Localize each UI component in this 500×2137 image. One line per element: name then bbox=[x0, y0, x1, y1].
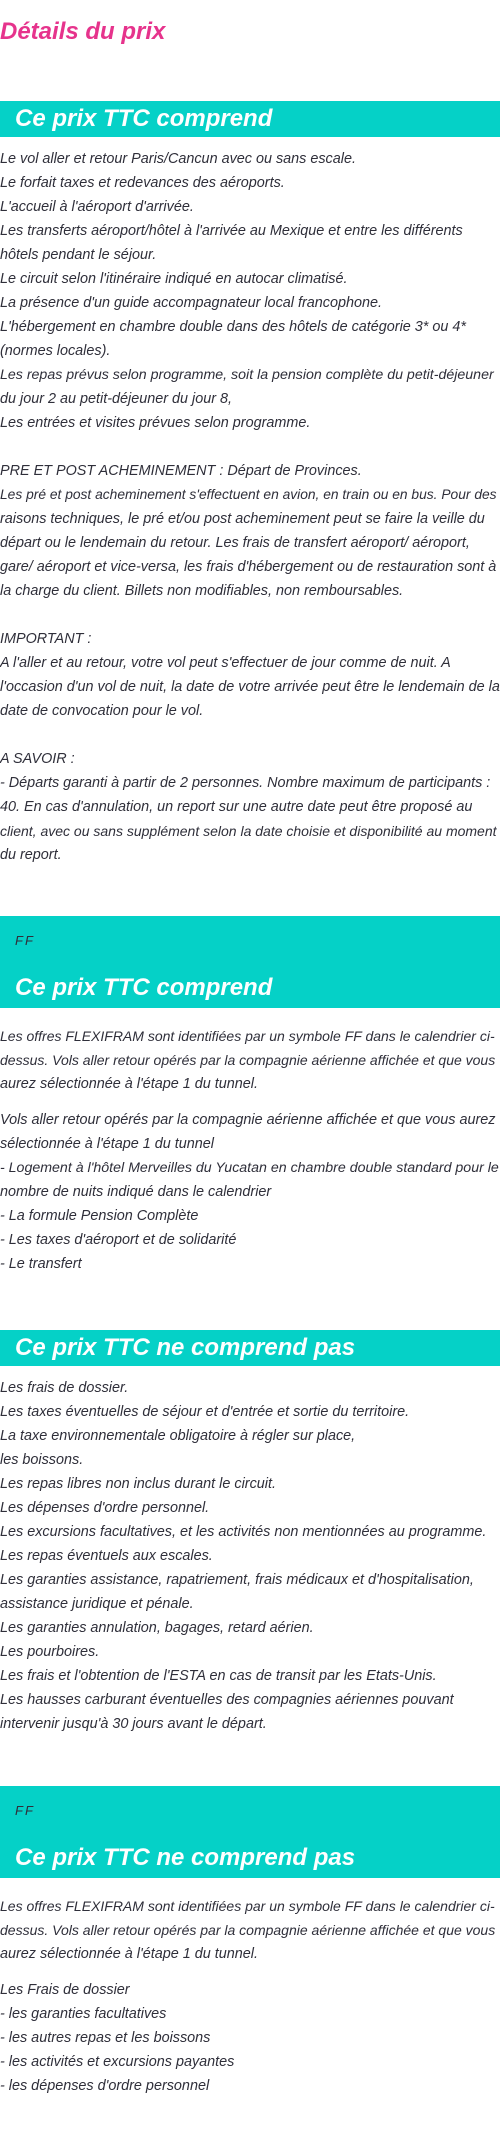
text-line: Les repas éventuels aux escales. bbox=[0, 1548, 213, 1564]
text-line: Les taxes éventuelles de séjour et d'entrée et sortie du territoire. bbox=[0, 1404, 410, 1420]
page-title: Détails du prix bbox=[0, 18, 166, 45]
text-line: - Départs garanti à partir de 2 personnes. Nombre maximum de participants : bbox=[0, 775, 491, 791]
text-line: Le forfait taxes et redevances des aéroports. bbox=[0, 175, 285, 191]
text-line: A SAVOIR : bbox=[0, 751, 75, 767]
ff-label: FF bbox=[15, 933, 35, 948]
text-line: dessus. Vols aller retour opérés par la compagnie aérienne affichée et que vous bbox=[0, 1922, 496, 1938]
text-line: Les frais et l'obtention de l'ESTA en cas de transit par les Etats-Unis. bbox=[0, 1668, 437, 1684]
text-line: la charge du client. Billets non modifiables, non remboursables. bbox=[0, 583, 404, 599]
text-line: raisons techniques, le pré et/ou post acheminement peut se faire la veille du bbox=[0, 511, 485, 527]
text-line: - Le transfert bbox=[0, 1256, 82, 1272]
text-line: L'hébergement en chambre double dans des hôtels de catégorie 3* ou 4* bbox=[0, 319, 466, 335]
section-includes-banner bbox=[0, 101, 500, 137]
text-line: Les repas prévus selon programme, soit la pension complète du petit-déjeuner bbox=[0, 367, 494, 383]
section-includes-text bbox=[0, 147, 500, 867]
text-line: Les transferts aéroport/hôtel à l'arrivée au Mexique et entre les différents bbox=[0, 223, 463, 239]
text-line: l'occasion d'un vol de nuit, la date de votre arrivée peut être le lendemain de la bbox=[0, 679, 500, 695]
text-line: L'accueil à l'aéroport d'arrivée. bbox=[0, 199, 194, 215]
text-line: Les repas libres non inclus durant le circuit. bbox=[0, 1476, 276, 1492]
text-line: IMPORTANT : bbox=[0, 631, 92, 647]
text-line: intervenir jusqu'à 30 jours avant le départ. bbox=[0, 1716, 267, 1732]
section-ff-includes-banner bbox=[0, 916, 500, 1008]
section-ff-includes-para1 bbox=[0, 1024, 500, 1096]
text-line: Les offres FLEXIFRAM sont identifiées par un symbole FF dans le calendrier ci- bbox=[0, 1898, 495, 1914]
text-line: sélectionnée à l'étape 1 du tunnel bbox=[0, 1136, 214, 1152]
text-line: du jour 2 au petit-déjeuner du jour 8, bbox=[0, 391, 233, 407]
text-line: - Les taxes d'aéroport et de solidarité bbox=[0, 1232, 237, 1248]
text-line: dessus. Vols aller retour opérés par la compagnie aérienne affichée et que vous bbox=[0, 1052, 496, 1068]
text-line: aurez sélectionnée à l'étape 1 du tunnel. bbox=[0, 1946, 258, 1962]
text-line: date de convocation pour le vol. bbox=[0, 703, 204, 719]
text-line: aurez sélectionnée à l'étape 1 du tunnel. bbox=[0, 1076, 258, 1092]
section-ff-excludes-banner bbox=[0, 1786, 500, 1878]
text-line: Les pourboires. bbox=[0, 1644, 100, 1660]
text-line: - les activités et excursions payantes bbox=[0, 2054, 235, 2070]
section-includes-title: Ce prix TTC comprend bbox=[15, 105, 273, 132]
text-line: Vols aller retour opérés par la compagnie aérienne affichée et que vous aurez bbox=[0, 1112, 496, 1128]
text-line: La taxe environnementale obligatoire à régler sur place, bbox=[0, 1428, 356, 1444]
text-line: Les pré et post acheminement s'effectuent en avion, en train ou en bus. Pour des bbox=[0, 487, 497, 502]
text-line: hôtels pendant le séjour. bbox=[0, 247, 157, 263]
section-ff-excludes-title: Ce prix TTC ne comprend pas bbox=[15, 1844, 356, 1871]
ff-label: FF bbox=[15, 1803, 35, 1818]
text-line: - les dépenses d'ordre personnel bbox=[0, 2078, 210, 2094]
text-line: les boissons. bbox=[0, 1452, 84, 1468]
text-line: du report. bbox=[0, 847, 62, 863]
text-line: client, avec ou sans supplément selon la date choisie et disponibilité au moment bbox=[0, 823, 497, 839]
text-line: Le vol aller et retour Paris/Cancun avec ou sans escale. bbox=[0, 151, 356, 167]
text-line bbox=[0, 435, 500, 459]
text-line: (normes locales). bbox=[0, 343, 111, 359]
text-line: assistance juridique et pénale. bbox=[0, 1596, 194, 1612]
section-excludes-text bbox=[0, 1376, 500, 1736]
text-line: Le circuit selon l'itinéraire indiqué en autocar climatisé. bbox=[0, 271, 348, 287]
text-line: - La formule Pension Complète bbox=[0, 1208, 199, 1224]
text-line: La présence d'un guide accompagnateur local francophone. bbox=[0, 295, 382, 311]
section-ff-includes-para2 bbox=[0, 1108, 500, 1276]
text-line: - Logement à l'hôtel Merveilles du Yucatan en chambre double standard pour le bbox=[0, 1160, 499, 1176]
text-line: Les frais de dossier. bbox=[0, 1380, 129, 1396]
text-line: - les garanties facultatives bbox=[0, 2006, 167, 2022]
text-line: Les offres FLEXIFRAM sont identifiées par un symbole FF dans le calendrier ci- bbox=[0, 1028, 495, 1044]
section-ff-includes-title: Ce prix TTC comprend bbox=[15, 974, 273, 1001]
text-line: Les Frais de dossier bbox=[0, 1982, 130, 1998]
text-line: Les garanties annulation, bagages, retard aérien. bbox=[0, 1620, 314, 1636]
text-line: A l'aller et au retour, votre vol peut s'effectuer de jour comme de nuit. A bbox=[0, 655, 451, 671]
text-line: Les garanties assistance, rapatriement, frais médicaux et d'hospitalisation, bbox=[0, 1572, 474, 1588]
text-line bbox=[0, 603, 500, 627]
text-line: nombre de nuits indiqué dans le calendrier bbox=[0, 1184, 272, 1200]
section-ff-excludes-para1 bbox=[0, 1894, 500, 1966]
section-excludes-banner bbox=[0, 1330, 500, 1366]
text-line: gare/ aéroport et vice-versa, les frais d'hébergement ou de restauration sont à bbox=[0, 559, 497, 575]
text-line bbox=[0, 723, 500, 747]
text-line: Les excursions facultatives, et les activités non mentionnées au programme. bbox=[0, 1524, 487, 1540]
text-line: Les dépenses d'ordre personnel. bbox=[0, 1500, 210, 1516]
text-line: - les autres repas et les boissons bbox=[0, 2030, 211, 2046]
text-line: Les entrées et visites prévues selon programme. bbox=[0, 415, 311, 431]
text-line: départ ou le lendemain du retour. Les frais de transfert aéroport/ aéroport, bbox=[0, 535, 470, 551]
text-line: 40. En cas d'annulation, un report sur une autre date peut être proposé au bbox=[0, 799, 473, 815]
section-ff-excludes-para2 bbox=[0, 1978, 500, 2098]
section-excludes-title: Ce prix TTC ne comprend pas bbox=[15, 1334, 356, 1361]
text-line: PRE ET POST ACHEMINEMENT : Départ de Provinces. bbox=[0, 463, 362, 479]
text-line: Les hausses carburant éventuelles des compagnies aériennes pouvant bbox=[0, 1692, 454, 1708]
